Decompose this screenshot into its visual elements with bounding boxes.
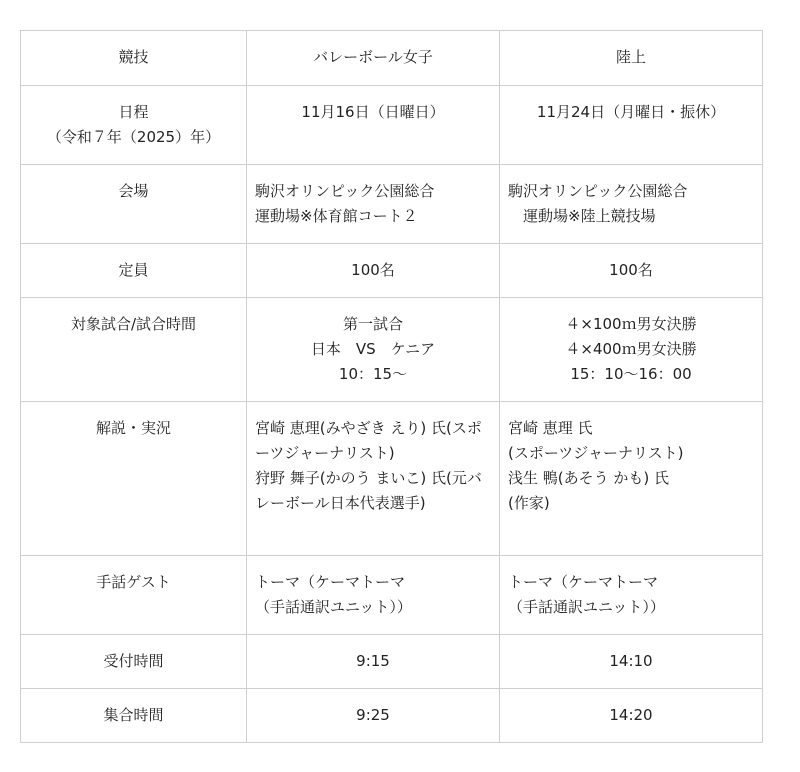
volleyball-cell: [247, 298, 500, 402]
volleyball-cell: [247, 402, 500, 556]
volleyball-commentator-1: 宮崎 恵理(みやざき えり) 氏(スポーツジャーナリスト): [255, 419, 482, 462]
row-label-cell: [21, 298, 247, 402]
row-label: 対象試合/試合時間: [70, 315, 197, 333]
athletics-value: 14:20: [609, 706, 653, 724]
table-row-capacity: [21, 244, 763, 298]
athletics-match-line-3: 15：10〜16：00: [570, 365, 692, 383]
table-row-matches: [21, 298, 763, 402]
row-label-cell: [21, 165, 247, 244]
volleyball-value: 11月16日（日曜日）: [301, 103, 445, 121]
athletics-cell: [500, 635, 763, 689]
athletics-commentator-line-4: (作家): [508, 494, 550, 512]
volleyball-cell: [247, 86, 500, 165]
athletics-value: 14:10: [609, 652, 653, 670]
athletics-cell: [500, 86, 763, 165]
volleyball-guest-line-2: （手話通訳ユニット））: [255, 598, 412, 616]
table-row-commentary: [21, 402, 763, 556]
athletics-cell: [500, 31, 763, 86]
volleyball-cell: [247, 244, 500, 298]
volleyball-cell: [247, 31, 500, 86]
table-row-sign-language-guest: [21, 556, 763, 635]
row-label: 日程: [118, 103, 149, 121]
volleyball-value: 9:25: [356, 706, 390, 724]
volleyball-cell: [247, 165, 500, 244]
athletics-value: 100名: [609, 261, 653, 279]
table-row-venue: [21, 165, 763, 244]
row-label: 会場: [118, 182, 149, 200]
row-label: 定員: [118, 261, 149, 279]
volleyball-cell: [247, 689, 500, 743]
table-row-assembly-time: [21, 689, 763, 743]
athletics-commentator-line-2: (スポーツジャーナリスト): [508, 444, 684, 462]
volleyball-guest-line-1: トーマ（ケーマトーマ: [255, 573, 406, 591]
row-label: 集合時間: [103, 706, 164, 724]
event-schedule-table: [20, 30, 763, 743]
athletics-guest-line-2: （手話通訳ユニット））: [508, 598, 665, 616]
row-label: 手話ゲスト: [96, 573, 171, 591]
athletics-cell: [500, 298, 763, 402]
athletics-value: 陸上: [615, 48, 646, 66]
row-label-cell: [21, 402, 247, 556]
table-row-date: [21, 86, 763, 165]
row-label-era: （令和７年（2025）年）: [46, 128, 221, 146]
volleyball-cell: [247, 556, 500, 635]
volleyball-venue-line-2: 運動場※体育館コート２: [255, 207, 418, 225]
volleyball-value: 100名: [351, 261, 395, 279]
row-label-cell: [21, 556, 247, 635]
volleyball-cell: [247, 635, 500, 689]
volleyball-value: バレーボール女子: [313, 48, 433, 66]
athletics-commentator-line-1: 宮崎 恵理 氏: [508, 419, 593, 437]
row-label-cell: [21, 689, 247, 743]
athletics-match-line-2: ４×400ｍ男女決勝: [565, 340, 697, 358]
athletics-cell: [500, 402, 763, 556]
athletics-venue-line-2: 運動場※陸上競技場: [508, 207, 656, 225]
volleyball-venue-line-1: 駒沢オリンピック公園総合: [255, 182, 435, 200]
athletics-guest-line-1: トーマ（ケーマトーマ: [508, 573, 659, 591]
table-row-sport: [21, 31, 763, 86]
athletics-cell: [500, 165, 763, 244]
athletics-value: 11月24日（月曜日・振休）: [536, 103, 726, 121]
volleyball-match-line-1: 第一試合: [342, 315, 403, 333]
athletics-cell: [500, 556, 763, 635]
athletics-venue-line-1: 駒沢オリンピック公園総合: [508, 182, 688, 200]
volleyball-match-line-2: 日本 VS ケニア: [310, 340, 436, 358]
volleyball-value: 9:15: [356, 652, 390, 670]
row-label-cell: [21, 86, 247, 165]
athletics-match-line-1: ４×100ｍ男女決勝: [565, 315, 697, 333]
athletics-commentator-line-3: 浅生 鴨(あそう かも) 氏: [508, 469, 670, 487]
row-label-cell: [21, 244, 247, 298]
row-label: 受付時間: [103, 652, 164, 670]
row-label: 解説・実況: [95, 419, 171, 437]
volleyball-commentator-2: 狩野 舞子(かのう まいこ) 氏(元バレーボール日本代表選手): [255, 469, 482, 512]
athletics-cell: [500, 689, 763, 743]
volleyball-match-line-3: 10：15〜: [338, 365, 408, 383]
row-label: 競技: [118, 48, 149, 66]
row-label-cell: [21, 635, 247, 689]
table-row-reception-time: [21, 635, 763, 689]
row-label-cell: [21, 31, 247, 86]
athletics-cell: [500, 244, 763, 298]
